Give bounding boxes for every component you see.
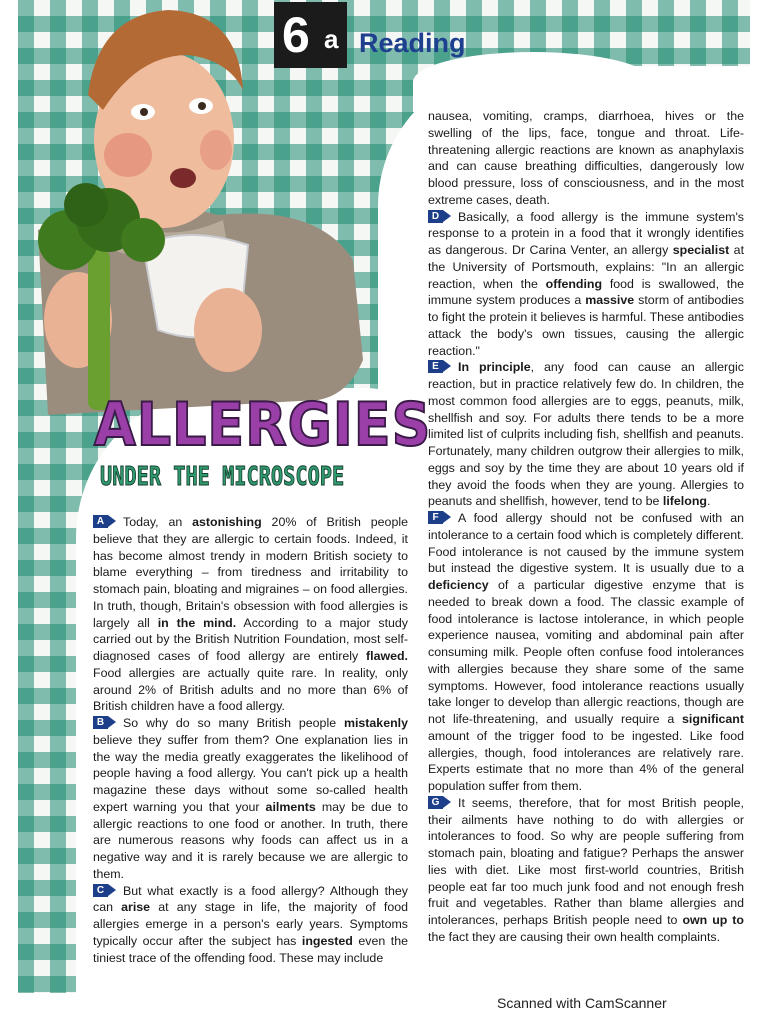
paragraph-marker-icon [93,716,117,729]
text-run: Food allergies are actually quite rare. In reality, only around 2% of British adults and no more than 6% of British children have a food allergy. [93,665,408,714]
textbook-page [18,0,750,993]
section-title: Reading [359,28,466,58]
bold-keyword: astonishing [192,515,262,529]
bold-keyword: mistakenly [343,716,408,730]
paragraph-letter: B [93,716,108,729]
paragraph-letter: E [428,360,443,373]
text-run: food is swallowed, the immune system produces a [428,276,744,308]
paragraph-c [93,883,408,967]
text-run: It seems, therefore, that for most British people, their ailments have nothing to do with allergies or intolerances to food. So why are people suffering from stomach pain, bloating and fatigue? Perhaps the answer lies with diet. Like most first-world countries, British people eat far too much junk food and not enough fresh fruit and vegetables. Rather than blame allergies and intolerances, perhaps British people need to [428,795,744,927]
bold-keyword: in the mind. [157,615,237,630]
bold-keyword: significant [682,712,744,726]
text-run: Basically, a food allergy is the immune system's response to a protein in a food that it wrongly identifies as dangerous. Dr Carina Venter, an allergy [428,209,744,257]
bold-keyword: deficiency [428,578,489,592]
bold-keyword: offending [545,276,603,291]
paragraph-continued [428,108,744,209]
text-run: storm of antibodies to fight the protein it believes is harmful. These antibodies attack the body's own tissues, causing the allergic reaction." [428,293,744,358]
paragraph-g [428,795,744,946]
paragraph-marker-icon [93,515,117,528]
unit-number-badge [274,2,347,68]
text-run: amount of the trigger food to be ingested. Like food allergies, though, food intolerances are relatively rare. Experts estimate that no more than 4% of the general population suffer from them. [428,728,744,793]
text-run: A food allergy should not be confused with an intolerance to a certain food which is completely different. Food intolerance is not caused by the immune system but instead the digestive system. It is usually due to a [428,511,744,576]
bold-keyword: massive [585,293,635,308]
text-run: the fact they are causing their own health complaints. [428,929,721,944]
paragraph-b [93,715,408,883]
bold-keyword: lifelong [662,494,707,509]
paragraph-marker-icon [428,360,452,373]
bold-keyword: own up to [682,913,745,927]
paragraph-d [428,209,744,360]
text-run: believe they suffer from them? One explanation lies in the way the media greatly exaggerates the likelihood of people having a food allergy. You can't pick up a health magazine these days without some so-called health expert warning you that your [93,732,408,814]
unit-number: 6 [282,7,308,63]
paragraph-marker-icon [93,884,117,897]
text-run: at any stage in life, the majority of food allergies emerge in a person's early years. Symptoms typically occur after the subject has [93,900,408,948]
paragraph-marker-icon [428,210,452,223]
bold-keyword: specialist [672,243,730,257]
text-run: at the University of Portsmouth, explains: "In an allergic reaction, when the [428,243,745,291]
bold-keyword: flawed. [366,649,408,663]
article-subtitle: UNDER THE MICROSCOPE [100,462,345,492]
right-text-column [428,108,744,946]
article-title: ALLERGIES [94,390,432,460]
text-run: So why do so many British people [123,716,344,730]
text-run: even the tiniest trace of the offending food. These may include [93,933,409,965]
bold-keyword: ailments [265,799,316,814]
paragraph-marker-icon [428,796,452,809]
text-run: According to a major study carried out by the British Nutrition Foundation, most self-diagnosed cases of food allergy are entirely [93,615,408,663]
text-run: nausea, vomiting, cramps, diarrhoea, hives or the swelling of the lips, face, tongue and throat. Life-threatening allergic reactions are known as anaphylaxis and can cause breathing difficulties, dangerously low blood pressure, loss of consciousness, and in the most extreme cases, death. [428,109,744,207]
text-run: 20% of British people believe that they are allergic to certain foods. Indeed, it has become almost trendy in modern British society to blame everything – from tiredness and irritability to stomach pain, bloating and migraines – on food allergies. In truth, though, Britain's obsession with food allergies is largely all [93,515,408,630]
paragraph-marker-icon [428,511,452,524]
article-background-right-top [413,52,653,112]
bold-keyword: arise [121,900,151,915]
text-run: . [706,494,711,509]
paragraph-letter: F [428,511,443,524]
text-run: Today, an [123,515,193,529]
bold-keyword: In principle [458,360,531,375]
paragraph-letter: D [428,210,443,223]
paragraph-a [93,514,408,715]
text-run: But what exactly is a food allergy? Although they can [93,883,408,915]
scanner-watermark: Scanned with CamScanner [497,995,667,1011]
left-text-column [93,514,408,966]
text-run: may be due to allergic reactions to one food or another. In truth, there are numerous reasons why foods can affect us in a negative way and it is rarely because we are allergic to them. [93,799,408,881]
paragraph-letter: A [93,515,108,528]
text-run: , any food can cause an allergic reaction, but in practice relatively few do. In children, the most common food allergies are to eggs, peanuts, milk, shellfish and soy. For adults there tends to be a more limited list of culprits including fish, shellfish and peanuts. Fortunately, many children outgrow their allergies to milk, eggs and soy by the time they are about 10 years old if they avoid the foods when they are young. Allergies to peanuts and shellfish, however, tend to be [428,360,744,509]
paragraph-f [428,510,744,795]
paragraph-letter: G [428,796,443,809]
bold-keyword: ingested [301,933,353,948]
unit-letter: a [324,24,339,54]
paragraph-e [428,359,744,510]
paragraph-letter: C [93,884,108,897]
text-run: of a particular digestive enzyme that is needed to break down a food. The classic example of food intolerance is lactose intolerance, in which people experience nausea, vomiting and abdominal pain after consuming milk. People often confuse food intolerances with allergies because they share some of the same symptoms. However, food intolerance reactions usually take longer to develop than allergic reactions, though are not life-threatening, and usually require a [428,578,744,726]
